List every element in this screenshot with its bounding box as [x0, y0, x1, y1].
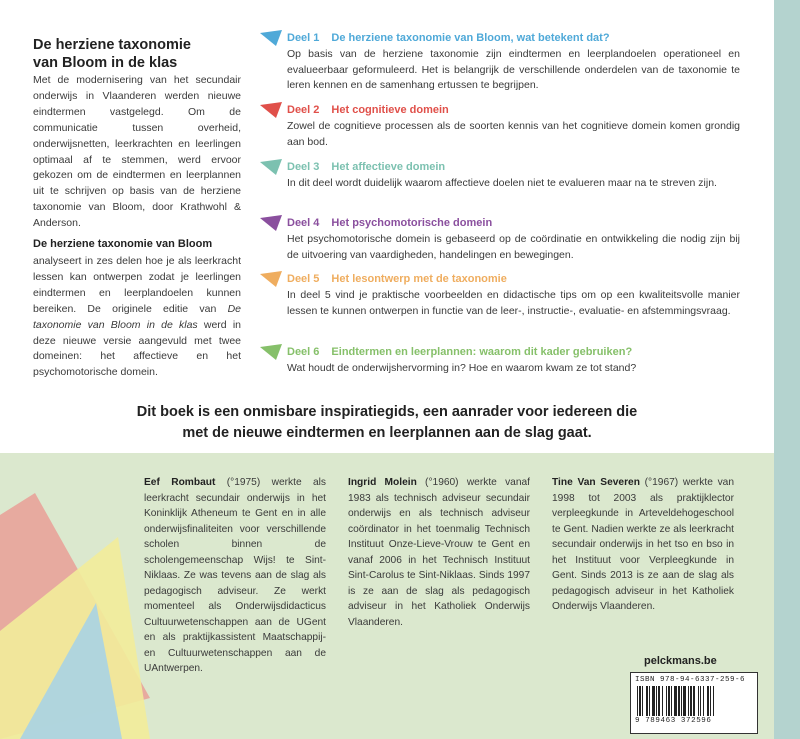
part-text: In deel 5 vind je praktische voorbeelden en didactische tips om op een kwaliteitsvolle manier lessen te kunnen ontwerpen in functie van de leer-, instructie-, evaluatie- en afstemmingsvraag.	[287, 289, 740, 317]
barcode-bar	[683, 686, 686, 716]
part-number: Deel 3	[287, 161, 320, 173]
author-name: Ingrid Molein	[348, 477, 417, 488]
author-name: Eef Rombaut	[144, 477, 216, 488]
part-number: Deel 6	[287, 346, 320, 358]
part-4	[260, 216, 740, 263]
part-title: Het affectieve domein	[331, 161, 446, 173]
barcode-number: 9 789463 372596	[635, 717, 712, 725]
part-5	[260, 272, 740, 319]
barcode-bar	[690, 686, 692, 716]
publisher-url: pelckmans.be	[644, 655, 717, 667]
barcode-icon	[635, 686, 753, 716]
barcode-bar	[693, 686, 695, 716]
triangle-icon	[260, 159, 282, 175]
intro-paragraph: Met de modernisering van het secundair onderwijs in Vlaanderen werden nieuwe eindtermen vastgelegd. Om de communicatie tussen overheid, onderwijsnetten, leerkrachten en leerlingen optimaal af te stemmen, werd ervoor gekozen om de eindtermen en leerplannen uit te schrijven op basis van de herziene taxonomie van Bloom, door Krathwohl & Anderson.	[33, 74, 241, 230]
part-number: Deel 2	[287, 104, 320, 116]
part-title: Het cognitieve domein	[331, 104, 449, 116]
barcode-bar	[688, 686, 689, 716]
barcode-bar	[713, 686, 714, 716]
triangle-icon	[260, 215, 282, 231]
part-2	[260, 103, 740, 150]
part-text: Zowel de cognitieve processen als de soorten kennis van het cognitieve domein komen grondig aan bod.	[287, 120, 740, 148]
main-title	[33, 36, 233, 72]
barcode-bar	[658, 686, 660, 716]
main-title-line: De herziene taxonomie	[33, 37, 191, 53]
triangle-icon	[260, 344, 282, 360]
sub-title: De herziene taxonomie van Bloom	[33, 238, 213, 250]
isbn-label: ISBN 978-94-6337-259-6	[635, 676, 746, 684]
tagline-line: met de nieuwe eindtermen en leerplannen aan de slag gaat.	[182, 425, 592, 441]
barcode-bar	[681, 686, 682, 716]
part-number: Deel 1	[287, 32, 320, 44]
main-title-line: van Bloom in de klas	[33, 55, 178, 71]
part-title: De herziene taxonomie van Bloom, wat betekent dat?	[331, 32, 610, 44]
book-title-italic: De taxonomie van Bloom in de klas	[33, 302, 241, 331]
part-number: Deel 5	[287, 273, 320, 285]
part-6	[260, 345, 740, 377]
part-text: In dit deel wordt duidelijk waarom affectieve doelen niet te evalueren maar na te streven zijn.	[287, 177, 717, 189]
barcode-bar	[646, 686, 648, 716]
barcode-bar	[637, 686, 638, 716]
barcode-bar	[642, 686, 643, 716]
part-title: Het psychomotorische domein	[331, 217, 493, 229]
author-text: (°1960) werkte vanaf 1983 als technisch adviseur secundair onderwijs en als technisch adviseur coördinator in het toenmalig Technisch Instituut Onze-Lieve-Vrouw te Gent en vanaf 2006 in het Technisch Instituut Sint-Carolus te Sint-Niklaas. Sinds 1997 is ze aan de slag als pedagogisch adviseur in het Katholiek Onderwijs Vlaanderen.	[348, 477, 530, 628]
analysis-text: werd in deze nieuwe versie aangevuld met twee domeinen: het affectieve en het psychomotorische domein.	[33, 318, 242, 379]
barcode-bar	[649, 686, 650, 716]
barcode-box	[630, 672, 758, 734]
author-text: (°1975) werkte als leerkracht secundair onderwijs in het Koninklijk Atheneum te Gent en in alle onderwijsfinaliteiten voor verschillende scholen binnen de scholengemeenschap Wijs! te Sint-Niklaas. Ze was tevens aan de slag als pedagogisch adviseur. Ze werkt momenteel als Onderwijsdidacticus Cultuurwetenschappen aan de UGent en als praktijkassistent Maatschappij- en Cultuurwetenschappen aan de UAntwerpen.	[144, 477, 326, 674]
part-text: Het psychomotorische domein is gebaseerd op de coördinatie en ontwikkeling die nodig zijn bij de uitvoering van vaardigheden, handelingen en bewegingen.	[287, 233, 740, 261]
barcode-bar	[668, 686, 670, 716]
triangle-icon	[260, 30, 282, 46]
barcode-bar	[674, 686, 677, 716]
analysis-paragraph	[33, 254, 241, 381]
part-3	[260, 160, 740, 192]
analysis-text: analyseert in zes delen hoe je als leerkracht lessen kan ontwerpen zodat je leerlingen eindtermen en leerplandoelen kunnen bereiken. De originele editie van	[33, 255, 241, 315]
author-bio-2	[348, 475, 530, 630]
barcode-bar	[678, 686, 680, 716]
barcode-bar	[710, 686, 711, 716]
part-number: Deel 4	[287, 217, 320, 229]
barcode-bar	[662, 686, 663, 716]
author-text: (°1967) werkte van 1998 tot 2003 als praktijklector verpleegkunde in Arteveldehogeschool te Gent. Nadien werkte ze als leerkracht secundair onderwijs in het tso en bso in het Instituut voor Verpleegkunde in Gent. Sinds 2013 is ze aan de slag als pedagogisch adviseur in het Katholiek Onderwijs Vlaanderen.	[552, 477, 734, 612]
barcode-bar	[671, 686, 672, 716]
author-bio-1	[144, 475, 326, 677]
barcode-bar	[707, 686, 709, 716]
barcode-bar	[656, 686, 657, 716]
spine-strip	[774, 0, 800, 739]
barcode-bar	[666, 686, 667, 716]
barcode-bar	[652, 686, 655, 716]
part-text: Op basis van de herziene taxonomie zijn eindtermen en leerplandoelen operationeel en evalueerbaar geformuleerd. Het is belangrijk de verschillende onderdelen van de taxonomie te leren kennen en de samenhang ertussen te begrijpen.	[287, 48, 740, 91]
barcode-bar	[639, 686, 641, 716]
part-title: Eindtermen en leerplannen: waarom dit kader gebruiken?	[331, 346, 633, 358]
barcode-bar	[703, 686, 704, 716]
author-name: Tine Van Severen	[552, 477, 640, 488]
triangle-icon	[260, 271, 282, 287]
tagline-line: Dit boek is een onmisbare inspiratiegids, een aanrader voor iedereen die	[136, 404, 638, 420]
part-text: Wat houdt de onderwijshervorming in? Hoe en waarom kwam ze tot stand?	[287, 362, 637, 374]
author-bio-3	[552, 475, 734, 615]
barcode-bar	[700, 686, 701, 716]
part-title: Het lesontwerp met de taxonomie	[331, 273, 507, 285]
part-1	[260, 31, 740, 94]
triangle-icon	[260, 102, 282, 118]
barcode-bar	[698, 686, 699, 716]
tagline	[0, 402, 774, 444]
